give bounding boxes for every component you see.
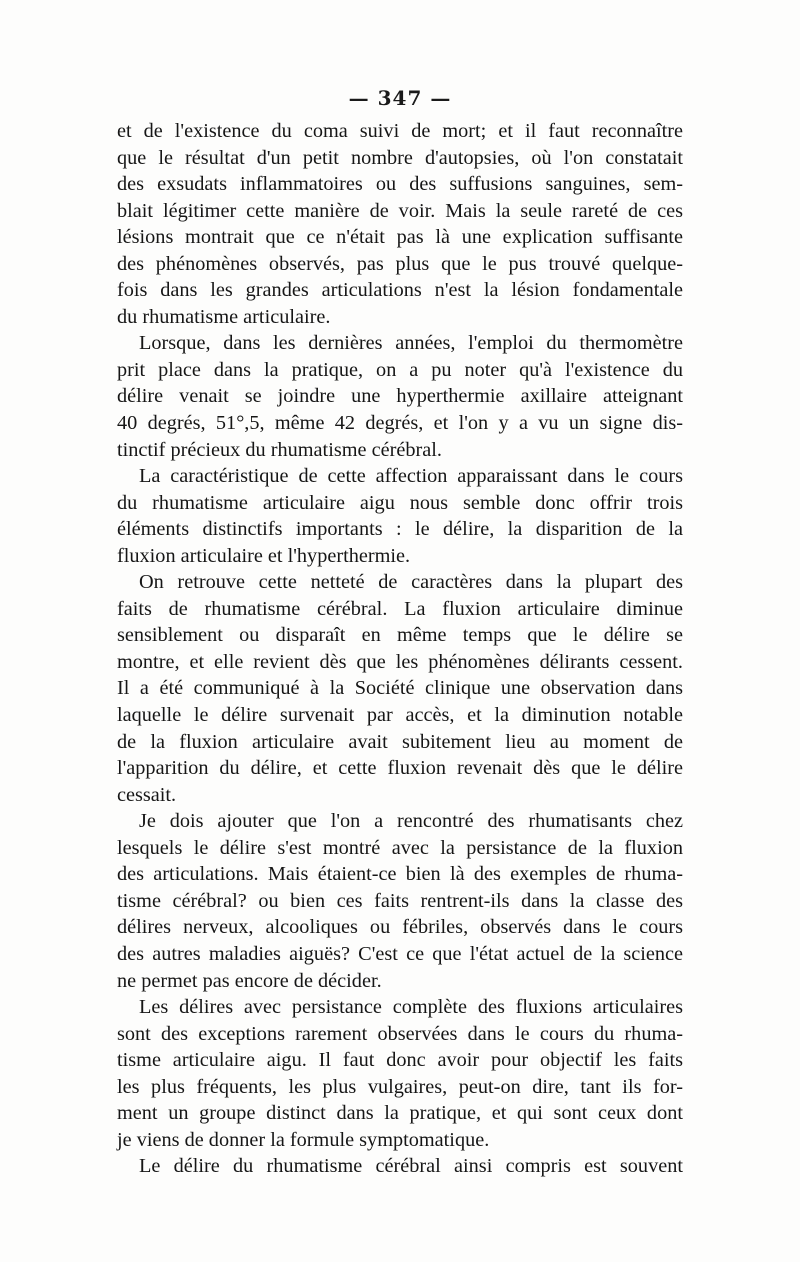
text-line: lesquels le délire s'est montré avec la persistance de la fluxion — [117, 836, 683, 859]
text-line: et de l'existence du coma suivi de mort; et il faut reconnaître — [117, 120, 683, 142]
text-line: Lorsque, dans les dernières années, l'emploi du thermomètre — [139, 332, 683, 355]
body-text — [117, 118, 683, 1180]
text-line: tinctif précieux du rhumatisme cérébral. — [117, 438, 442, 461]
text-line: l'apparition du délire, et cette fluxion revenait dès que le délire — [117, 757, 683, 780]
text-line: tisme articulaire aigu. Il faut donc avoir pour objectif les faits — [117, 1049, 683, 1072]
text-line: Je dois ajouter que l'on a rencontré des rhumatisants chez — [139, 810, 683, 833]
text-line: fluxion articulaire et l'hyperthermie. — [117, 544, 411, 567]
text-line: laquelle le délire survenait par accès, et la diminution notable — [117, 704, 683, 727]
text-line: prit place dans la pratique, on a pu noter qu'à l'existence du — [117, 358, 683, 381]
text-line: blait légitimer cette manière de voir. Mais la seule rareté de ces — [117, 199, 683, 222]
text-line: tisme cérébral? ou bien ces faits rentrent-ils dans la classe des — [117, 889, 683, 912]
text-line: fois dans les grandes articulations n'est la lésion fondamentale — [117, 279, 683, 302]
text-line: Il a été communiqué à la Société clinique une observation dans — [117, 677, 683, 700]
text-line: délire venait se joindre une hyperthermie axillaire atteignant — [117, 385, 683, 408]
text-line: faits de rhumatisme cérébral. La fluxion articulaire diminue — [117, 597, 683, 620]
text-line: délires nerveux, alcooliques ou fébriles, observés dans le cours — [117, 916, 683, 939]
text-line: des articulations. Mais étaient-ce bien là des exemples de rhuma- — [117, 863, 683, 886]
text-line: ne permet pas encore de décider. — [117, 969, 382, 992]
text-line: que le résultat d'un petit nombre d'autopsies, où l'on constatait — [117, 146, 683, 169]
text-line: du rhumatisme articulaire. — [117, 305, 331, 328]
page-number: — 347 — — [348, 86, 452, 110]
text-line: des autres maladies aiguës? C'est ce que l'état actuel de la science — [117, 942, 683, 965]
text-line: éléments distinctifs importants : le délire, la disparition de la — [117, 518, 683, 541]
text-line: La caractéristique de cette affection apparaissant dans le cours — [139, 465, 683, 488]
text-line: cessait. — [117, 783, 177, 806]
text-line: ment un groupe distinct dans la pratique, et qui sont ceux dont — [117, 1102, 683, 1125]
text-line: des exsudats inflammatoires ou des suffusions sanguines, sem- — [117, 173, 683, 196]
text-line: de la fluxion articulaire avait subitement lieu au moment de — [117, 730, 683, 753]
text-line: On retrouve cette netteté de caractères dans la plupart des — [139, 571, 683, 594]
text-line: Les délires avec persistance complète des fluxions articulaires — [139, 996, 683, 1019]
text-line: montre, et elle revient dès que les phénomènes délirants cessent. — [117, 650, 683, 673]
text-line: je viens de donner la formule symptomatique. — [117, 1128, 490, 1151]
text-line: 40 degrés, 51°,5, même 42 degrés, et l'on y a vu un signe dis- — [117, 412, 683, 435]
text-line: des phénomènes observés, pas plus que le pus trouvé quelque- — [117, 252, 683, 275]
text-line: sont des exceptions rarement observées dans le cours du rhuma- — [117, 1022, 683, 1045]
text-line: lésions montrait que ce n'était pas là une explication suffisante — [117, 226, 683, 249]
text-line: les plus fréquents, les plus vulgaires, peut-on dire, tant ils for- — [117, 1075, 683, 1098]
text-line: du rhumatisme articulaire aigu nous semble donc offrir trois — [117, 491, 683, 514]
text-line: Le délire du rhumatisme cérébral ainsi compris est souvent — [139, 1155, 683, 1178]
text-line: sensiblement ou disparaît en même temps que le délire se — [117, 624, 683, 647]
